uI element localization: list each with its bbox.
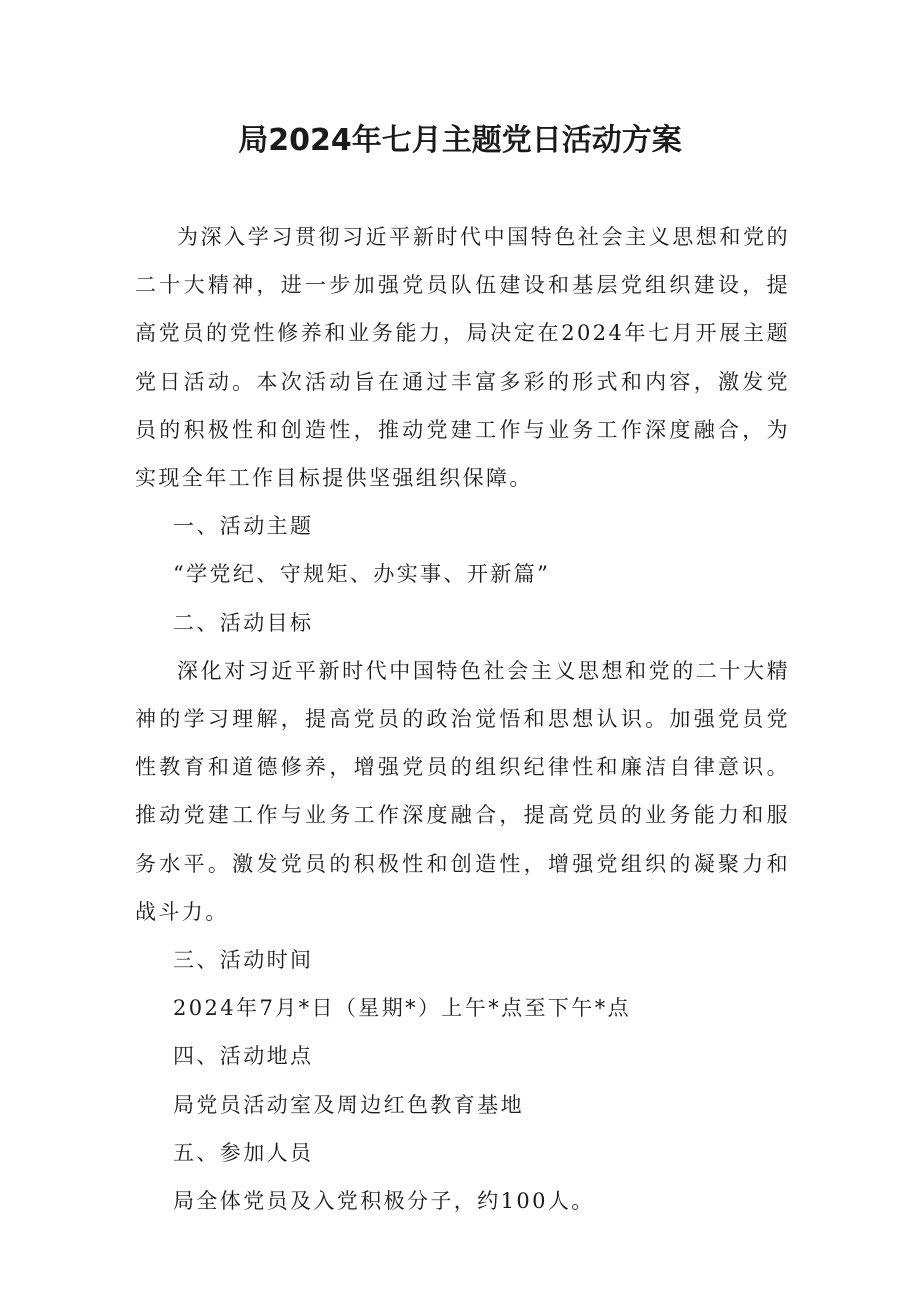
section-heading-theme: 一、活动主题 <box>173 514 314 539</box>
section-heading-time: 三、活动时间 <box>173 948 314 973</box>
section-content-theme: “学党纪、守规矩、办实事、开新篇” <box>173 562 551 587</box>
section-content-participants: 局全体党员及入党积极分子，约100人。 <box>173 1189 595 1214</box>
section-heading-location: 四、活动地点 <box>173 1044 314 1069</box>
section-content-location: 局党员活动室及周边红色教育基地 <box>173 1092 524 1117</box>
document-body <box>135 213 790 1225</box>
section-content-goals: 深化对习近平新时代中国特色社会主义思想和党的二十大精神的学习理解，提高党员的政治觉悟和思想认识。加强党员党性教育和道德修养，增强党员的组织纪律性和廉洁自律意识。推动党建工作与业务工作深度融合，提高党员的业务能力和服务水平。激发党员的积极性和创造性，增强党组织的凝聚力和战斗力。 <box>135 658 790 924</box>
section-content-time: 2024年7月*日（星期*）上午*点至下午*点 <box>173 996 632 1021</box>
section-heading-goals: 二、活动目标 <box>173 610 314 635</box>
document-title: 局2024年七月主题党日活动方案 <box>238 123 682 158</box>
intro-paragraph: 为深入学习贯彻习近平新时代中国特色社会主义思想和党的二十大精神，进一步加强党员队伍建设和基层党组织建设，提高党员的党性修养和业务能力，局决定在2024年七月开展主题党日活动。本次活动旨在通过丰富多彩的形式和内容，激发党员的积极性和创造性，推动党建工作与业务工作深度融合，为实现全年工作目标提供坚强组织保障。 <box>135 225 790 491</box>
section-heading-participants: 五、参加人员 <box>173 1140 314 1165</box>
